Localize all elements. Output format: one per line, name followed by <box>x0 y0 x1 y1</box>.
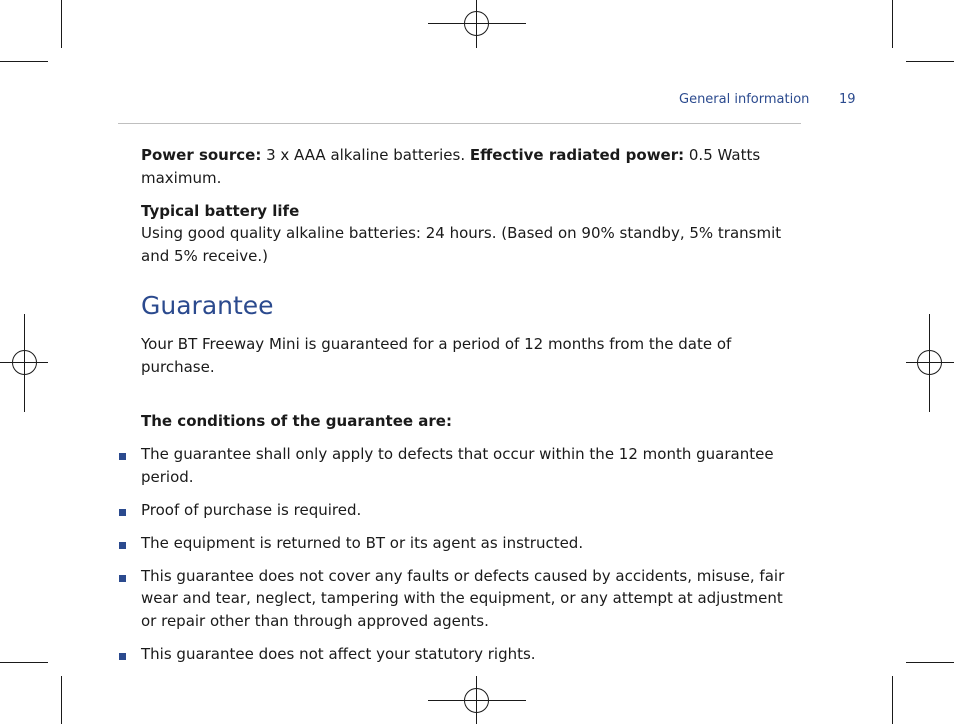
square-bullet-icon <box>119 542 126 549</box>
guarantee-intro: Your BT Freeway Mini is guaranteed for a period of 12 months from the date of purchase. <box>141 335 732 376</box>
power-source-value: 3 x AAA alkaline batteries. <box>261 146 470 164</box>
list-item <box>141 499 801 522</box>
square-bullet-icon <box>119 653 126 660</box>
list-item-text: This guarantee does not cover any faults or defects caused by accidents, misuse, fair wear and tear, neglect, tampering with the equipment, or any attempt at adjustment or repair other than through approved agents. <box>141 566 785 630</box>
conditions-list <box>141 443 801 665</box>
list-item-text: Proof of purchase is required. <box>141 500 362 519</box>
running-header-section: General information <box>679 92 810 107</box>
list-item-text: The equipment is returned to BT or its agent as instructed. <box>141 533 584 552</box>
erp-value: 0.5 Watts maximum. <box>141 146 761 187</box>
list-item <box>141 565 801 633</box>
header-rule <box>118 123 801 124</box>
power-source-label: Power source: <box>141 146 262 164</box>
crop-mark-bottom-right-vertical <box>892 676 893 724</box>
crop-mark-bottom-right-horizontal <box>906 662 954 663</box>
list-item-text: This guarantee does not affect your statutory rights. <box>141 644 536 663</box>
crop-mark-top-left-horizontal <box>0 61 48 62</box>
registration-mark-top-icon <box>428 0 526 48</box>
registration-mark-left-icon <box>0 314 48 412</box>
list-item-text: The guarantee shall only apply to defects that occur within the 12 month guarantee period. <box>141 445 774 486</box>
crop-mark-top-right-vertical <box>892 0 893 48</box>
guarantee-heading: Guarantee <box>141 291 274 320</box>
crop-mark-bottom-left-vertical <box>61 676 62 724</box>
registration-mark-bottom-icon <box>428 676 526 724</box>
list-item <box>141 532 801 555</box>
square-bullet-icon <box>119 453 126 460</box>
erp-label: Effective radiated power: <box>469 146 685 164</box>
battery-life-text: Using good quality alkaline batteries: 24 hours. (Based on 90% standby, 5% transmit and 5% receive.) <box>141 224 782 265</box>
list-item <box>141 643 801 666</box>
battery-life-heading: Typical battery life <box>141 201 300 220</box>
conditions-title: The conditions of the guarantee are: <box>141 412 452 430</box>
crop-mark-top-right-horizontal <box>906 61 954 62</box>
page-content <box>141 144 801 665</box>
page-number: 19 <box>839 92 856 107</box>
power-spec-paragraph <box>141 144 801 189</box>
square-bullet-icon <box>119 509 126 516</box>
crop-mark-bottom-left-horizontal <box>0 662 48 663</box>
square-bullet-icon <box>119 575 126 582</box>
crop-mark-top-left-vertical <box>61 0 62 48</box>
registration-mark-right-icon <box>906 314 954 412</box>
list-item <box>141 443 801 488</box>
